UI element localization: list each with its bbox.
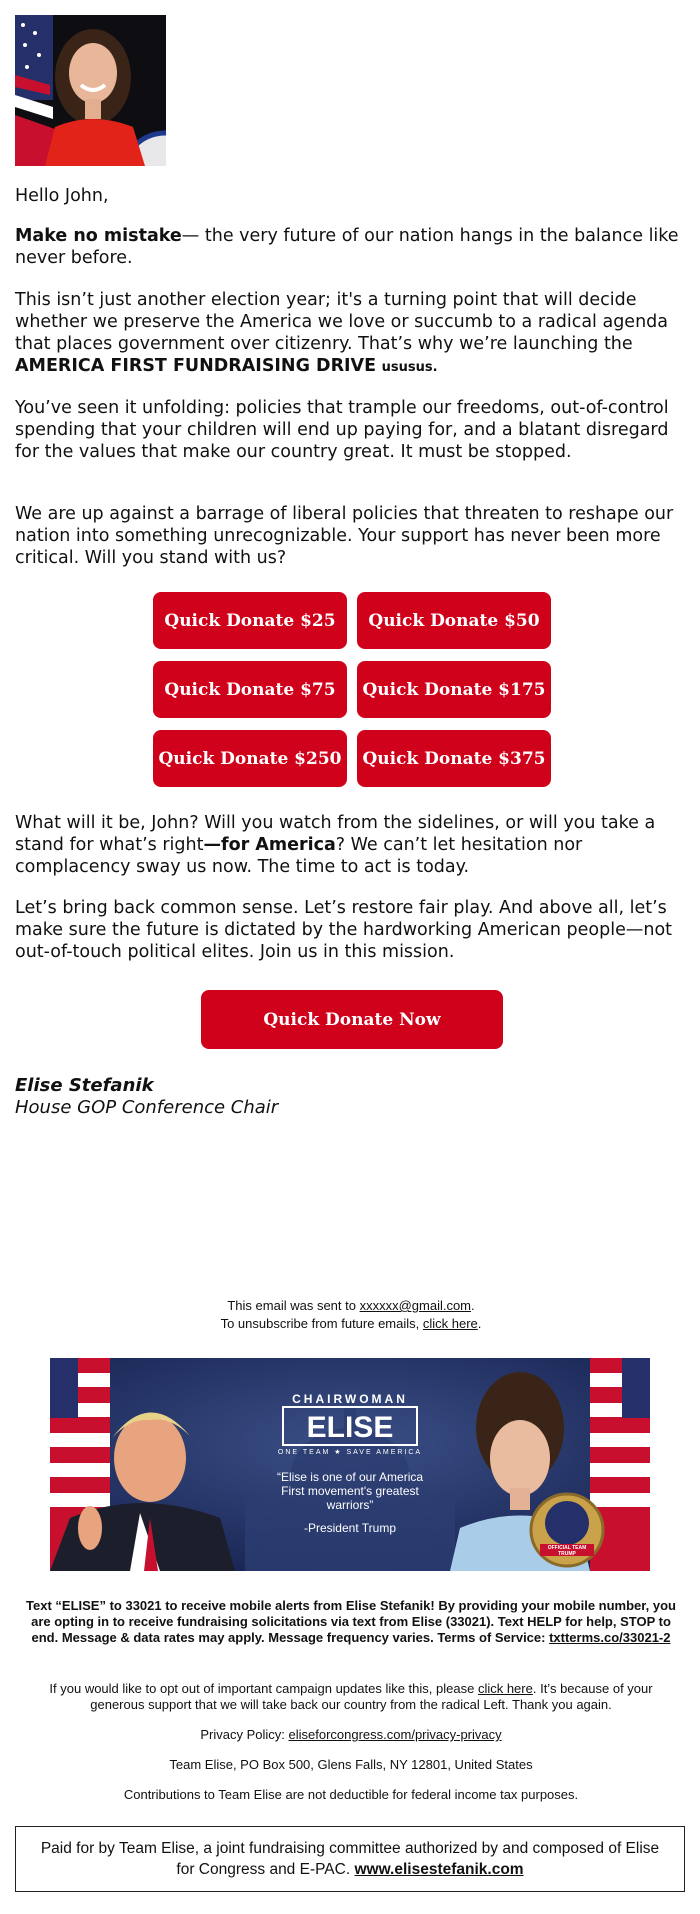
question-before: What will it be, John? Will you watch from the sidelines, or will you take a stand for what’s right bbox=[15, 813, 656, 855]
privacy-line bbox=[15, 1727, 687, 1743]
unsub-prefix: To unsubscribe from future emails, bbox=[220, 1316, 423, 1331]
election-text: This isn’t just another election year; it's a turning point that will decide whether we preserve the America we love or succumb to a radical agenda that places government over citizenry. That’s why we’re launching the bbox=[15, 290, 668, 354]
donate-50-button[interactable]: Quick Donate $50 bbox=[357, 592, 551, 649]
unsubscribe-link[interactable]: click here bbox=[422, 1316, 478, 1331]
sent-to-line bbox=[15, 1298, 687, 1314]
drive-name: AMERICA FIRST FUNDRAISING DRIVE bbox=[15, 356, 377, 376]
paragraph-policies: You’ve seen it unfolding: policies that trample our freedoms, out-of-control spending that your children will end up paying for, and a blatant disregard for the values that make our country great. It must be stopped. bbox=[15, 398, 669, 462]
banner-quote: “Elise is one of our America First movement's greatest warriors” bbox=[276, 1470, 424, 1512]
paragraph-intro bbox=[15, 225, 687, 269]
paragraph-election bbox=[15, 289, 687, 379]
donate-25-button[interactable]: Quick Donate $25 bbox=[153, 592, 347, 649]
mailing-address: Team Elise, PO Box 500, Glens Falls, NY 12801, United States bbox=[169, 1757, 533, 1772]
question-bold: —for America bbox=[203, 835, 336, 855]
paragraph-support: We are up against a barrage of liberal policies that threaten to reshape our nation into something unrecognizable. Your support has never been more critical. Will you stand with us? bbox=[15, 504, 674, 568]
unsubscribe-line bbox=[15, 1316, 687, 1332]
paragraph-common-sense: Let’s bring back common sense. Let’s restore fair play. And above all, let’s make sure the future is dictated by the hardworking American people—not out-of-touch political elites. Join us in this mission. bbox=[15, 898, 673, 962]
optout-link[interactable]: click here bbox=[477, 1681, 533, 1696]
contributions-disclaimer: Contributions to Team Elise are not deductible for federal income tax purposes. bbox=[123, 1787, 579, 1802]
paid-for-body: Paid for by Team Elise, a joint fundraising committee authorized by and composed of Elise for Congress and E-PAC. bbox=[40, 1840, 660, 1878]
sms-body: Text “ELISE” to 33021 to receive mobile alerts from Elise Stefanik! By providing your mobile number, you are opting in to receive fundraising solicitations via text from Elise (33021). Text HELP for help, STOP to end. Message & data rates may apply. Message frequency varies. Terms of Service: bbox=[26, 1598, 676, 1645]
optout-suffix: . It’s because of your generous support that we will take back our country from the radical Left. Thank you again. bbox=[90, 1681, 653, 1712]
paid-for-box bbox=[15, 1826, 685, 1892]
recipient-email-link[interactable]: xxxxxx@gmail.com bbox=[359, 1298, 472, 1313]
campaign-banner bbox=[50, 1358, 650, 1571]
banner-tagline: ONE TEAM ★ SAVE AMERICA bbox=[277, 1449, 423, 1456]
donate-175-button[interactable]: Quick Donate $175 bbox=[357, 661, 551, 718]
question-after: ? We can’t let hesitation nor complacency sway us now. The time to act is today. bbox=[15, 835, 583, 877]
banner-logo: ELISE bbox=[282, 1406, 418, 1446]
intro-rest: — the very future of our nation hangs in the balance like never before. bbox=[15, 226, 679, 268]
header-photo bbox=[15, 15, 166, 166]
optout-prefix: If you would like to opt out of important campaign updates like this, please bbox=[49, 1681, 478, 1696]
privacy-policy-link[interactable]: eliseforcongress.com/privacy-privacy bbox=[288, 1727, 502, 1742]
donate-250-button[interactable]: Quick Donate $250 bbox=[153, 730, 347, 787]
banner-graphic bbox=[50, 1358, 650, 1571]
optout-text bbox=[15, 1681, 687, 1713]
unsub-suffix: . bbox=[477, 1316, 482, 1331]
intro-bold: Make no mistake bbox=[15, 226, 182, 246]
sent-to-suffix: . bbox=[471, 1298, 475, 1313]
badge-label: OFFICIAL TEAM TRUMP bbox=[547, 1545, 587, 1557]
greeting: Hello John, bbox=[15, 186, 109, 206]
sms-optin-text bbox=[15, 1598, 687, 1646]
signature-title: House GOP Conference Chair bbox=[15, 1097, 279, 1118]
donate-75-button[interactable]: Quick Donate $75 bbox=[153, 661, 347, 718]
signature-name: Elise Stefanik bbox=[15, 1075, 154, 1096]
sms-terms-link[interactable]: txtterms.co/33021-2 bbox=[549, 1630, 671, 1645]
donate-375-button[interactable]: Quick Donate $375 bbox=[357, 730, 551, 787]
donate-now-button[interactable]: Quick Donate Now bbox=[201, 990, 503, 1049]
website-link[interactable]: www.elisestefanik.com bbox=[354, 1861, 524, 1878]
flag-emoji-text: ususus. bbox=[381, 360, 438, 375]
privacy-prefix: Privacy Policy: bbox=[200, 1727, 289, 1742]
paragraph-question bbox=[15, 812, 687, 878]
banner-top-label: CHAIRWOMAN bbox=[292, 1392, 408, 1406]
banner-attribution: -President Trump bbox=[303, 1521, 397, 1535]
sent-to-prefix: This email was sent to bbox=[227, 1298, 360, 1313]
paid-for-text bbox=[30, 1838, 670, 1880]
